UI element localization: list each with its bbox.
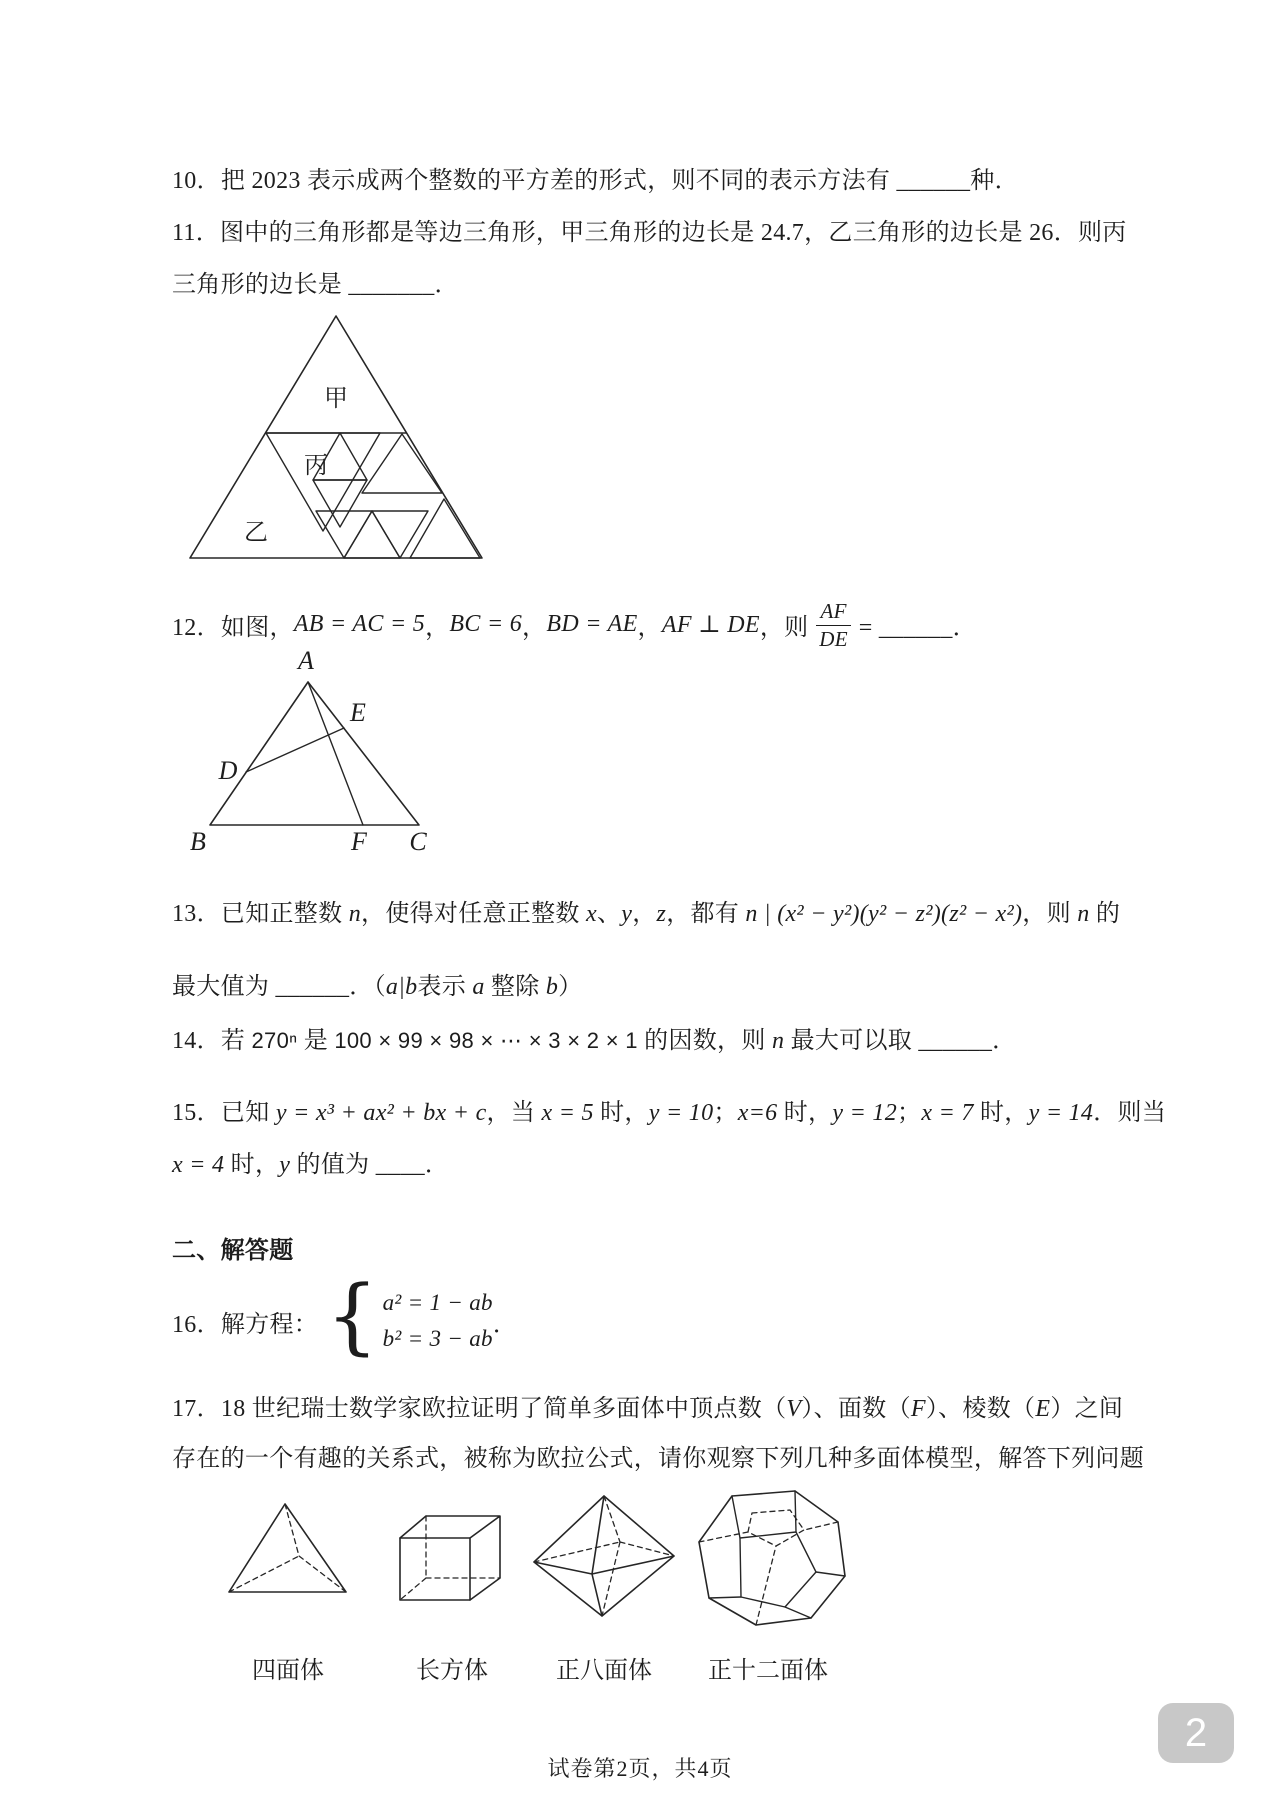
fraction-numerator: AF — [816, 598, 850, 625]
q13-a-divides-b: a|b — [385, 974, 418, 1000]
q16-label: 16．解方程： — [172, 1311, 319, 1338]
q13-seg: 整除 — [484, 974, 546, 1000]
q13-var-y: y — [621, 901, 633, 927]
q14-seg: 最大可以取 ______． — [784, 1028, 1017, 1054]
q13-var-b: b — [545, 974, 559, 1000]
q13-seg: ，则 — [1022, 901, 1078, 927]
section-2-title: 二、解答题 — [172, 1238, 294, 1264]
left-brace: { — [326, 1269, 379, 1365]
q15-y10: y = 10 — [648, 1100, 714, 1126]
small-inverted-triangle-2 — [316, 511, 372, 558]
triangle-abc-figure — [148, 645, 448, 855]
caption-text: 四面体 — [252, 1658, 324, 1684]
question-10 — [172, 160, 1019, 195]
equation-2: b² = 3 − ab — [382, 1326, 493, 1351]
cuboid-hidden-edges — [400, 1516, 500, 1600]
question-16 — [172, 1269, 518, 1365]
q12-math-ab-ac: AB = AC = 5 — [293, 610, 426, 637]
vertex-label-a: A — [298, 646, 314, 675]
q15-y12: y = 12 — [832, 1100, 897, 1126]
q15-seg: 时， — [973, 1100, 1029, 1126]
q15-seg: 时， — [593, 1100, 649, 1126]
fraction-denominator: DE — [819, 626, 848, 651]
question-15-line1 — [172, 1092, 1166, 1127]
label-yi: 乙 — [244, 520, 268, 546]
dodecahedron-figure — [692, 1488, 850, 1630]
vertex-label-c: C — [409, 827, 427, 856]
q15-x7: x = 7 — [921, 1100, 974, 1126]
q13-seg: 13．已知正整数 — [172, 901, 349, 927]
caption-text: 正十二面体 — [708, 1658, 828, 1684]
octahedron-hidden-edges — [534, 1496, 674, 1616]
q17-var-e: E — [1035, 1396, 1051, 1422]
q14-270n: 270ⁿ — [251, 1028, 298, 1053]
vertex-label-b: B — [190, 827, 206, 856]
question-11-line1 — [172, 212, 1127, 247]
q13-seg: ，都有 — [666, 901, 746, 927]
bottom-right-triangle — [410, 499, 480, 558]
page-number: 2 — [1184, 1710, 1208, 1755]
q15-y14: y = 14 — [1028, 1100, 1094, 1126]
q17-seg: 17．18 世纪瑞士数学家欧拉证明了简单多面体中顶点数（ — [172, 1396, 787, 1422]
vertex-label-e: E — [350, 698, 366, 727]
q15-seg: 时， — [224, 1152, 280, 1178]
outer-triangle — [190, 316, 482, 558]
q12-blank: = ______． — [858, 614, 977, 641]
tetrahedron-hidden-edges — [229, 1504, 346, 1592]
caption-cuboid — [416, 1650, 488, 1685]
label-jia: 甲 — [324, 386, 348, 412]
label-bing: 丙 — [304, 453, 328, 479]
question-11-text2: 三角形的边长是 _______． — [172, 272, 459, 298]
inverted-triangle-bing — [266, 433, 380, 531]
caption-text: 正八面体 — [556, 1658, 652, 1684]
q12-math-af-de: AF ⊥ DE — [661, 611, 760, 638]
question-17-line1 — [172, 1388, 1123, 1423]
small-inverted-triangle-3 — [372, 511, 428, 558]
q15-x6: x=6 — [737, 1100, 778, 1126]
q13-seg: 、 — [596, 901, 622, 927]
section-2-header — [172, 1230, 294, 1265]
question-15-line2 — [172, 1144, 449, 1179]
q14-seg: 14．若 — [172, 1028, 252, 1054]
question-11-text1: 11．图中的三角形都是等边三角形，甲三角形的边长是 24.7，乙三角形的边长是 26．则丙 — [172, 220, 1127, 246]
q12-seg: ， — [425, 614, 450, 641]
q12-seg: ， — [522, 614, 547, 641]
q13-seg: ） — [558, 974, 583, 1000]
dodecahedron-front-face — [740, 1532, 816, 1607]
q15-x4: x = 4 — [172, 1152, 225, 1178]
q15-var-y: y — [279, 1152, 291, 1178]
page-number-badge — [1158, 1703, 1234, 1763]
q13-var-a: a — [472, 974, 485, 1000]
question-13-line1 — [172, 893, 1120, 928]
q12-seg: ， — [637, 614, 662, 641]
q15-seg: ； — [897, 1100, 922, 1126]
q17-seg: ）之间 — [1050, 1396, 1124, 1422]
q13-var-x: x — [586, 901, 597, 927]
q13-var-z: z — [656, 901, 667, 927]
q17-seg: ）、棱数（ — [925, 1396, 1036, 1422]
question-17-line2 — [172, 1438, 1144, 1473]
caption-octahedron — [556, 1650, 652, 1685]
q14-seg: 是 — [297, 1028, 335, 1054]
q14-var-n: n — [771, 1028, 785, 1054]
q15-cubic-formula: y = x³ + ax² + bx + c — [275, 1100, 487, 1126]
q15-seg: 时， — [777, 1100, 833, 1126]
q17-var-v: V — [786, 1396, 802, 1422]
q13-seg: ， — [632, 901, 657, 927]
q15-blank: 的值为 ____． — [290, 1152, 450, 1178]
caption-text: 长方体 — [416, 1658, 488, 1684]
q15-seg: 15．已知 — [172, 1100, 276, 1126]
small-up-triangle-3 — [344, 511, 400, 558]
q14-factorial-product: 100 × 99 × 98 × ⋯ × 3 × 2 × 1 — [334, 1028, 638, 1053]
fraction-af-de — [816, 598, 850, 652]
question-12 — [172, 596, 977, 652]
dodecahedron-hidden-edges — [699, 1510, 838, 1625]
q13-seg: 表示 — [417, 974, 473, 1000]
dodecahedron-spokes — [709, 1491, 845, 1618]
caption-tetrahedron — [252, 1650, 324, 1685]
q13-var-n: n — [348, 901, 362, 927]
q17-var-f: F — [910, 1396, 926, 1422]
vertex-label-d: D — [218, 756, 238, 785]
page-footer — [0, 1752, 1280, 1783]
question-10-text: 10．把 2023 表示成两个整数的平方差的形式，则不同的表示方法有 ______种． — [172, 168, 1019, 194]
caption-dodecahedron — [708, 1650, 828, 1685]
q12-math-bc: BC = 6 — [449, 610, 523, 637]
question-13-line2 — [172, 966, 582, 1001]
q13-seg: 的 — [1089, 901, 1121, 927]
nested-triangles-figure — [180, 303, 490, 568]
equation-1: a² = 1 − ab — [382, 1290, 493, 1315]
question-11-line2 — [172, 264, 459, 299]
q15-seg: ．则当 — [1093, 1100, 1167, 1126]
footer-text: 试卷第2页，共4页 — [547, 1756, 733, 1781]
octahedron-figure — [528, 1492, 680, 1620]
q16-period: ． — [492, 1311, 518, 1338]
q12-math-bd-ae: BD = AE — [546, 610, 638, 637]
q13-var-n2: n — [1077, 901, 1090, 927]
q13-seg: ，使得对任意正整数 — [361, 901, 587, 927]
q12-seg: 12．如图， — [172, 614, 294, 641]
q17-seg: ）、面数（ — [801, 1396, 911, 1422]
q13-divisibility-formula: n | (x² − y²)(y² − z²)(z² − x²) — [745, 901, 1023, 927]
q12-seg: ，则 — [759, 614, 809, 641]
triangle-abc — [210, 682, 419, 825]
q17-text2: 存在的一个有趣的关系式，被称为欧拉公式，请你观察下列几种多面体模型，解答下列问题 — [172, 1446, 1144, 1472]
q14-seg: 的因数，则 — [637, 1028, 772, 1054]
q15-x5: x = 5 — [541, 1100, 594, 1126]
q15-seg: ，当 — [486, 1100, 542, 1126]
vertex-label-f: F — [351, 827, 367, 856]
octahedron-visible-edges — [534, 1496, 674, 1616]
cuboid-figure — [396, 1512, 508, 1604]
q13-seg: 最大值为 ______．（ — [172, 974, 386, 1000]
tetrahedron-figure — [225, 1500, 350, 1598]
question-14 — [172, 1020, 1016, 1055]
equation-system — [383, 1285, 493, 1357]
q15-seg: ； — [713, 1100, 738, 1126]
